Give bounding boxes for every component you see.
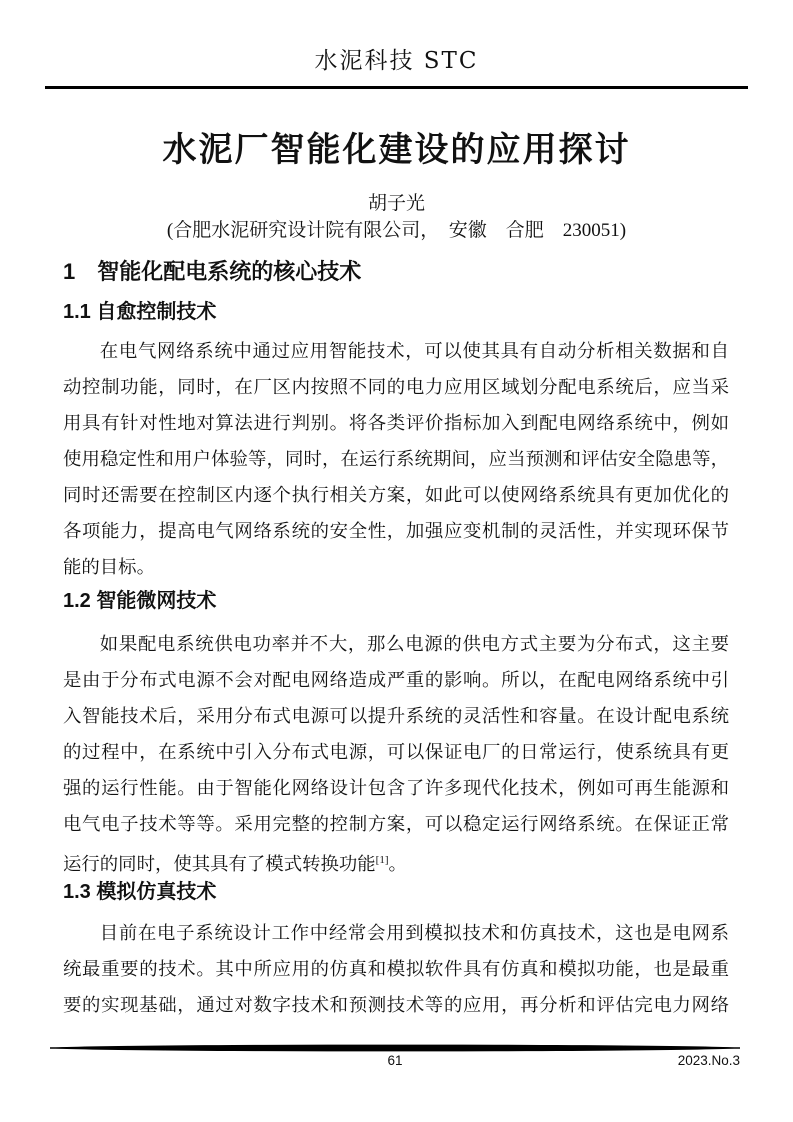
text-line: 动控制功能，同时，在厂区内按照不同的电力应用区域划分配电系统后，应当采 bbox=[63, 377, 729, 397]
text-line: 目前在电子系统设计工作中经常会用到模拟技术和仿真技术，这也是电网系 bbox=[99, 923, 729, 943]
author-affiliation: (合肥水泥研究设计院有限公司， 安徽 合肥 230051) bbox=[166, 220, 627, 241]
text-line: 电气电子技术等等。采用完整的控制方案，可以稳定运行网络系统。在保证正常 bbox=[63, 814, 729, 834]
section-1-2-heading: 1.2 智能微网技术 bbox=[63, 590, 217, 612]
section-1-3-paragraph bbox=[63, 915, 729, 1023]
header-rule bbox=[45, 86, 748, 89]
text-line: 入智能技术后，采用分布式电源可以提升系统的灵活性和容量。在设计配电系统 bbox=[63, 706, 729, 726]
footer-rule bbox=[50, 1040, 740, 1050]
section-1-2-paragraph bbox=[63, 626, 729, 878]
text-line: 各项能力，提高电气网络系统的安全性，加强应变机制的灵活性，并实现环保节 bbox=[63, 521, 729, 541]
issue-number: 2023.No.3 bbox=[677, 1053, 740, 1068]
text-line: 强的运行性能。由于智能化网络设计包含了许多现代化技术，例如可再生能源和 bbox=[63, 778, 729, 798]
text-line: 同时还需要在控制区内逐个执行相关方案，如此可以使网络系统具有更加优化的 bbox=[63, 485, 729, 505]
article-title: 水泥厂智能化建设的应用探讨 bbox=[162, 131, 631, 169]
text-line: 是由于分布式电源不会对配电网络造成严重的影响。所以，在配电网络系统中引 bbox=[63, 670, 729, 690]
text-line: 用具有针对性地对算法进行判别。将各类评价指标加入到配电网络系统中，例如 bbox=[63, 413, 729, 433]
text-line: 统最重要的技术。其中所应用的仿真和模拟软件具有仿真和模拟功能，也是最重 bbox=[63, 959, 729, 979]
citation-marker: [1] bbox=[375, 854, 389, 866]
footer bbox=[50, 1052, 740, 1070]
text-line: 如果配电系统供电功率并不大，那么电源的供电方式主要为分布式，这主要 bbox=[99, 634, 729, 654]
section-1-1-paragraph bbox=[63, 333, 729, 585]
text-line: 运行的同时，使其具有了模式转换功能[1]。 bbox=[63, 854, 407, 874]
text-line: 要的实现基础，通过对数字技术和预测技术等的应用，再分析和评估完电力网络 bbox=[63, 995, 729, 1015]
text-line: 的过程中，在系统中引入分布式电源，可以保证电厂的日常运行，使系统具有更 bbox=[63, 742, 729, 762]
text-line: 在电气网络系统中通过应用智能技术，可以使其具有自动分析相关数据和自 bbox=[99, 341, 729, 361]
section-1-3-heading: 1.3 模拟仿真技术 bbox=[63, 881, 217, 903]
author-name: 胡子光 bbox=[367, 193, 425, 214]
section-1-heading: 1 智能化配电系统的核心技术 bbox=[63, 259, 362, 284]
text-line: 能的目标。 bbox=[63, 557, 155, 577]
journal-name: 水泥科技 STC bbox=[314, 48, 479, 74]
section-1-1-heading: 1.1 自愈控制技术 bbox=[63, 301, 217, 323]
text-line: 使用稳定性和用户体验等，同时，在运行系统期间，应当预测和评估安全隐患等， bbox=[63, 449, 729, 469]
page-number: 61 bbox=[387, 1053, 403, 1068]
